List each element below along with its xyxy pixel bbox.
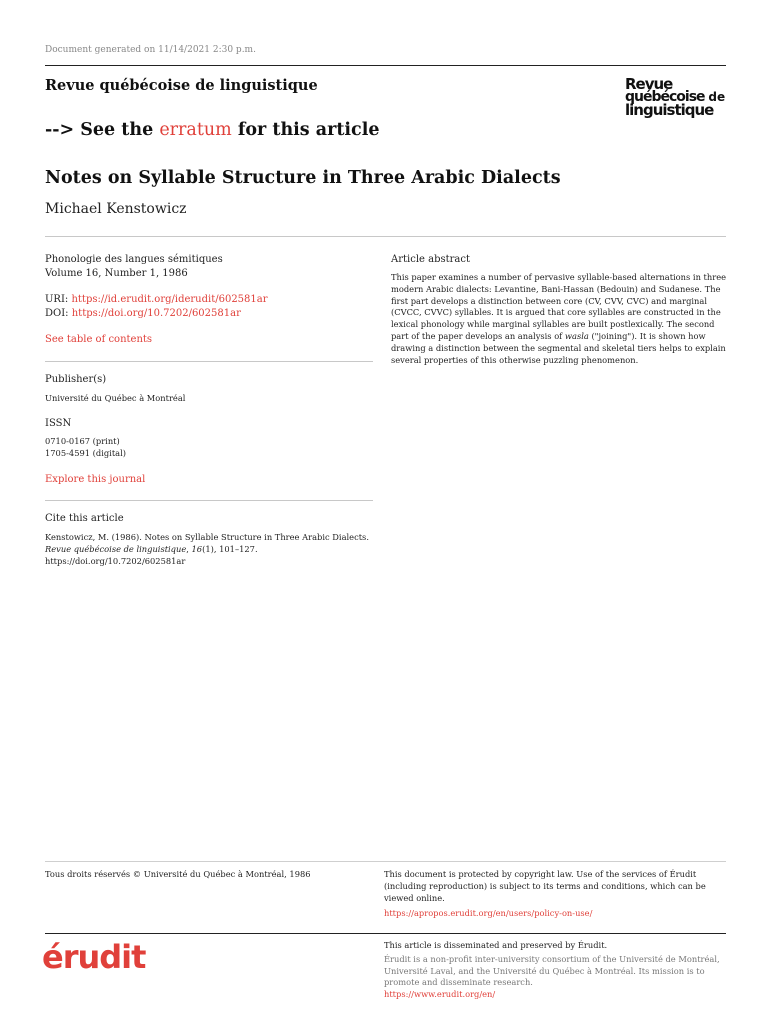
- publisher-heading: Publisher(s): [45, 374, 107, 385]
- logo-line-3: linguistique: [625, 101, 714, 119]
- logo-line-2a: québécoise: [625, 89, 705, 105]
- rights-notice: Tous droits réservés © Université du Québec à Montréal, 1986: [45, 869, 311, 879]
- left-separator-2: [45, 500, 373, 501]
- table-of-contents-link[interactable]: See table of contents: [45, 334, 153, 345]
- about-erudit-text: Érudit is a non-profit inter-university consortium of the Université de Montréal, Université Laval, and the Université du Québec à Montréal. Its mission is to promote and disseminate research.: [384, 953, 720, 988]
- copyright-text: This document is protected by copyright law. Use of the services of Érudit (including reproduction) is subject to its terms and conditions, which can be viewed online.: [384, 869, 706, 903]
- erratum-notice: [45, 120, 379, 140]
- citation-text: [45, 532, 375, 567]
- copyright-notice: [384, 869, 724, 920]
- explore-journal-link[interactable]: Explore this journal: [45, 474, 146, 485]
- issn-heading: ISSN: [45, 418, 72, 429]
- erratum-prefix: --> See the: [45, 120, 160, 140]
- citation-journal: Revue québécoise de linguistique: [45, 543, 187, 554]
- footer-separator-1: [45, 861, 726, 862]
- footer-separator-2: [45, 933, 726, 934]
- spacer: [45, 321, 375, 333]
- publisher-name: Université du Québec à Montréal: [45, 393, 186, 403]
- logo-line-1: Revue: [625, 75, 673, 93]
- abstract-italic-term: wasla: [564, 330, 589, 341]
- doi-link[interactable]: https://doi.org/10.7202/602581ar: [71, 308, 241, 319]
- journal-logo: [625, 75, 727, 119]
- abstract-heading: Article abstract: [391, 254, 470, 265]
- abstract-text-part-1: This paper examines a number of pervasive syllable-based alternations in three modern Arabic dialects: Levantine, Bani-Hassan (Bedouin) and Sudanese. The first part develops a distinction between core (CV, CVV, CVC) and marginal (CVCC, CVVC) syllables. It is argued that core syllables are constructed in the lexical phonology while marginal syllables are built postlexically. The second part of the paper develops an analysis of: [391, 272, 727, 341]
- doi-row: [45, 307, 375, 321]
- abstract-text: [391, 272, 727, 366]
- issue-theme: Phonologie des langues sémitiques: [45, 254, 223, 265]
- issn-values: [45, 436, 126, 460]
- citation-sep: ,: [186, 543, 192, 554]
- header-separator: [45, 236, 726, 237]
- erudit-logo: érudit: [42, 938, 146, 976]
- uri-link[interactable]: https://id.erudit.org/iderudit/602581ar: [71, 294, 268, 305]
- citation-doi: https://doi.org/10.7202/602581ar: [45, 555, 186, 566]
- generated-date: Document generated on 11/14/2021 2:30 p.m.: [45, 45, 256, 55]
- author-name: Michael Kenstowicz: [45, 201, 187, 217]
- dissemination-notice: [384, 940, 724, 1001]
- issue-volume: Volume 16, Number 1, 1986: [45, 268, 188, 279]
- citation-line-2: [45, 544, 375, 556]
- cite-heading: Cite this article: [45, 513, 124, 524]
- logo-line-2b: de: [708, 90, 726, 104]
- top-rule: [45, 65, 726, 66]
- doi-label: DOI:: [45, 308, 69, 319]
- policy-link[interactable]: https://apropos.erudit.org/en/users/policy-on-use/: [384, 908, 593, 919]
- journal-name: Revue québécoise de linguistique: [45, 77, 318, 94]
- uri-label: URI:: [45, 294, 69, 305]
- article-title: Notes on Syllable Structure in Three Arabic Dialects: [45, 168, 561, 188]
- spacer: [45, 281, 375, 293]
- left-separator-1: [45, 361, 373, 362]
- issn-digital: 1705-4591 (digital): [45, 447, 127, 458]
- disseminated-text: This article is disseminated and preserved by Érudit.: [384, 940, 608, 950]
- uri-row: [45, 293, 375, 307]
- erudit-site-link[interactable]: https://www.erudit.org/en/: [384, 989, 496, 1000]
- issue-info: [45, 253, 375, 347]
- citation-line-1: Kenstowicz, M. (1986). Notes on Syllable Structure in Three Arabic Dialects.: [45, 532, 369, 542]
- citation-volume: 16: [191, 543, 203, 554]
- erratum-suffix: for this article: [231, 120, 380, 140]
- abstract-text-part-2: ("joining"). It is shown how drawing a distinction between the segmental and skeletal tiers helps to explain several properties of this otherwise puzzling phenomenon.: [391, 330, 726, 365]
- issn-print: 0710-0167 (print): [45, 436, 120, 446]
- erratum-link[interactable]: erratum: [159, 120, 232, 140]
- citation-pages: (1), 101–127.: [202, 543, 258, 554]
